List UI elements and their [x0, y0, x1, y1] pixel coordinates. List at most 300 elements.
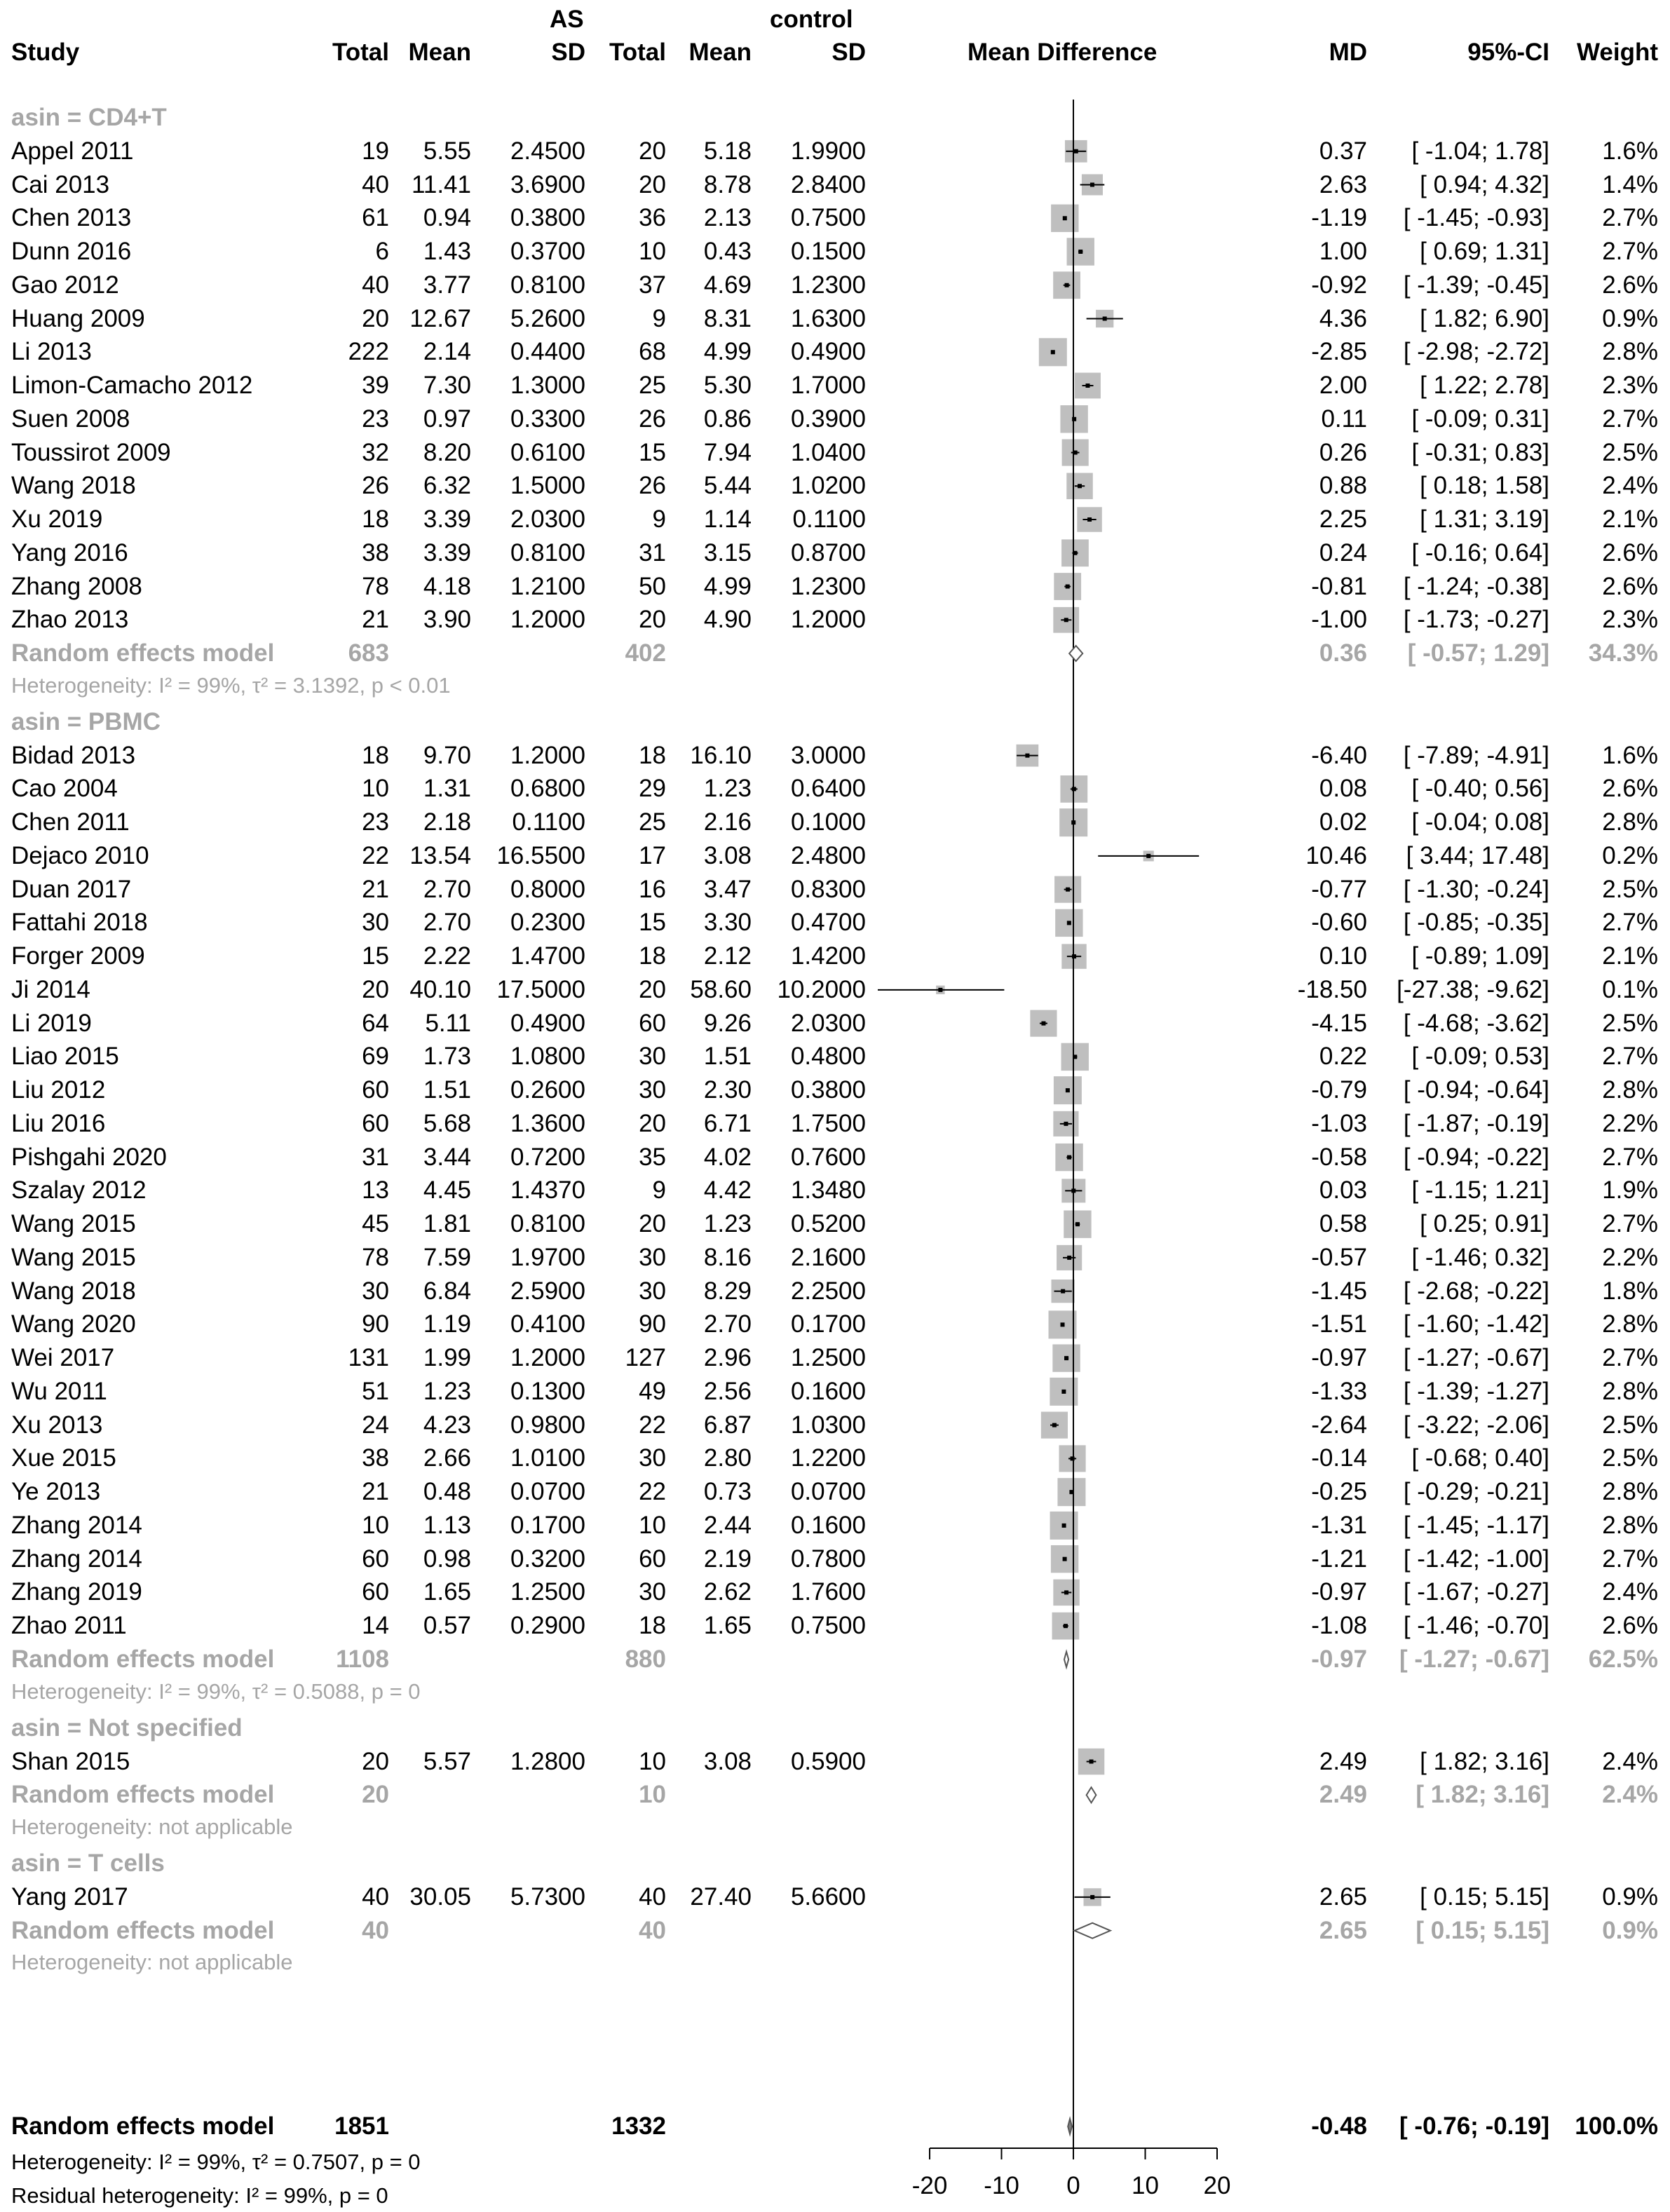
summary-label: Random effects model — [11, 1645, 275, 1673]
study-name: Liu 2012 — [11, 1076, 106, 1104]
study-control-total: 10 — [639, 1511, 666, 1539]
study-control-mean: 6.87 — [703, 1411, 752, 1439]
study-md: -1.51 — [1311, 1310, 1367, 1338]
study-as-mean: 6.32 — [423, 472, 471, 500]
study-as-total: 40 — [362, 170, 389, 198]
study-md: 2.63 — [1319, 170, 1367, 198]
study-md: 2.49 — [1319, 1747, 1367, 1775]
study-md: -2.64 — [1311, 1411, 1367, 1439]
header-control-mean: Mean — [688, 39, 752, 66]
study-md: -0.58 — [1311, 1143, 1367, 1171]
study-md: 1.00 — [1319, 238, 1367, 265]
study-point — [1074, 149, 1078, 154]
study-ci: [ 1.82; 3.16] — [1420, 1747, 1549, 1775]
study-as-total: 78 — [362, 572, 389, 600]
study-control-mean: 5.44 — [703, 472, 752, 500]
study-name: Wei 2017 — [11, 1344, 115, 1372]
study-control-mean: 8.78 — [703, 170, 752, 198]
study-point — [1086, 384, 1090, 388]
study-ci: [ -1.04; 1.78] — [1411, 137, 1549, 165]
study-as-mean: 0.97 — [423, 405, 471, 433]
study-as-sd: 0.8000 — [510, 875, 585, 903]
study-control-mean: 1.51 — [703, 1043, 752, 1071]
summary-md: -0.48 — [1311, 2112, 1367, 2140]
study-control-total: 9 — [652, 505, 666, 533]
study-control-mean: 6.71 — [703, 1109, 752, 1137]
study-as-mean: 5.57 — [423, 1747, 471, 1775]
study-as-sd: 0.1300 — [510, 1377, 585, 1405]
study-weight: 1.6% — [1602, 741, 1658, 769]
study-name: Limon-Camacho 2012 — [11, 372, 253, 399]
study-control-sd: 5.6600 — [790, 1882, 866, 1911]
study-control-sd: 1.2300 — [790, 271, 866, 299]
study-control-sd: 0.3800 — [790, 1076, 866, 1104]
study-control-total: 60 — [639, 1009, 666, 1037]
study-control-mean: 2.44 — [703, 1511, 752, 1539]
study-as-total: 23 — [362, 405, 389, 433]
study-point — [1065, 283, 1069, 287]
study-weight: 2.7% — [1602, 405, 1658, 433]
study-as-mean: 12.67 — [409, 304, 471, 332]
study-ci: [ -0.68; 0.40] — [1411, 1444, 1549, 1472]
study-ci: [ -1.39; -1.27] — [1403, 1377, 1549, 1405]
study-as-total: 60 — [362, 1076, 389, 1104]
study-as-sd: 0.6100 — [510, 438, 585, 466]
study-name: Xu 2019 — [11, 505, 103, 533]
study-control-sd: 2.4800 — [790, 841, 866, 869]
header-control-sd: SD — [831, 39, 866, 66]
study-control-total: 10 — [639, 1747, 666, 1775]
study-name: Suen 2008 — [11, 405, 130, 433]
study-as-total: 23 — [362, 808, 389, 836]
study-as-mean: 1.81 — [423, 1210, 471, 1238]
study-control-total: 20 — [639, 1109, 666, 1137]
study-control-sd: 2.1600 — [790, 1243, 866, 1271]
study-as-mean: 4.45 — [423, 1176, 471, 1205]
summary-weight: 100.0% — [1575, 2112, 1658, 2140]
study-as-total: 60 — [362, 1545, 389, 1573]
study-name: Appel 2011 — [11, 137, 134, 165]
summary-md: 2.65 — [1319, 1916, 1367, 1944]
study-weight: 2.5% — [1602, 1411, 1658, 1439]
study-weight: 2.8% — [1602, 1377, 1658, 1405]
summary-label: Random effects model — [11, 2112, 275, 2140]
study-control-sd: 1.4200 — [790, 942, 866, 970]
study-weight: 2.6% — [1602, 775, 1658, 803]
summary-as-total: 1108 — [336, 1645, 389, 1673]
study-weight: 2.6% — [1602, 538, 1658, 566]
study-as-sd: 5.7300 — [510, 1882, 585, 1911]
study-ci: [ -7.89; -4.91] — [1403, 741, 1549, 769]
study-ci: [ 3.44; 17.48] — [1406, 841, 1549, 869]
study-control-mean: 3.08 — [703, 841, 752, 869]
study-point — [1067, 1155, 1071, 1160]
study-name: Cai 2013 — [11, 170, 110, 198]
study-name: Huang 2009 — [11, 304, 145, 332]
study-md: -0.77 — [1311, 875, 1367, 903]
study-weight: 2.7% — [1602, 1210, 1658, 1238]
study-ci: [ -0.09; 0.53] — [1411, 1043, 1549, 1071]
study-weight: 2.6% — [1602, 1612, 1658, 1640]
study-ci: [ -1.15; 1.21] — [1411, 1176, 1549, 1205]
subgroup-diamond — [1075, 1923, 1111, 1939]
subgroup-heterogeneity: Heterogeneity: not applicable — [11, 1814, 293, 1840]
study-md: -0.14 — [1311, 1444, 1367, 1472]
subgroup-diamond — [1069, 646, 1082, 661]
study-control-total: 36 — [639, 204, 666, 232]
study-point — [1075, 1222, 1080, 1226]
study-control-total: 30 — [639, 1444, 666, 1472]
study-as-total: 10 — [362, 775, 389, 803]
study-as-sd: 0.8100 — [510, 271, 585, 299]
study-control-total: 22 — [639, 1478, 666, 1506]
study-name: Fattahi 2018 — [11, 909, 148, 937]
study-control-mean: 2.12 — [703, 942, 752, 970]
header-control-group: control — [770, 6, 853, 33]
summary-control-total: 10 — [639, 1781, 666, 1809]
study-control-mean: 2.16 — [703, 808, 752, 836]
study-as-sd: 1.4700 — [510, 942, 585, 970]
study-as-sd: 0.0700 — [510, 1478, 585, 1506]
study-control-sd: 1.2000 — [790, 606, 866, 634]
study-control-mean: 4.69 — [703, 271, 752, 299]
study-weight: 0.2% — [1602, 841, 1658, 869]
study-ci: [ -0.04; 0.08] — [1411, 808, 1549, 836]
study-as-total: 21 — [362, 606, 389, 634]
study-control-sd: 1.3480 — [790, 1176, 866, 1205]
study-point — [1061, 1390, 1066, 1394]
study-as-sd: 0.4100 — [510, 1310, 585, 1338]
study-weight: 1.9% — [1602, 1176, 1658, 1205]
study-control-mean: 58.60 — [690, 975, 752, 1003]
study-weight: 2.2% — [1602, 1243, 1658, 1271]
study-control-mean: 4.99 — [703, 572, 752, 600]
study-ci: [ 1.22; 2.78] — [1420, 372, 1549, 399]
study-as-sd: 17.5000 — [496, 975, 585, 1003]
study-as-mean: 1.23 — [423, 1377, 471, 1405]
study-name: Chen 2013 — [11, 204, 132, 232]
study-md: 0.02 — [1319, 808, 1367, 836]
header-ci: 95%-CI — [1467, 39, 1549, 66]
study-md: -0.57 — [1311, 1243, 1367, 1271]
study-weight: 2.1% — [1602, 505, 1658, 533]
study-control-sd: 1.2300 — [790, 572, 866, 600]
study-name: Li 2019 — [11, 1009, 92, 1037]
study-as-sd: 0.8100 — [510, 538, 585, 566]
study-control-mean: 2.70 — [703, 1310, 752, 1338]
study-as-sd: 2.0300 — [510, 505, 585, 533]
study-as-mean: 9.70 — [423, 741, 471, 769]
study-control-sd: 1.7000 — [790, 372, 866, 399]
study-as-total: 24 — [362, 1411, 389, 1439]
study-control-total: 50 — [639, 572, 666, 600]
study-md: -4.15 — [1311, 1009, 1367, 1037]
study-name: Yang 2017 — [11, 1882, 128, 1911]
study-as-mean: 7.59 — [423, 1243, 471, 1271]
study-weight: 2.5% — [1602, 875, 1658, 903]
study-control-mean: 8.31 — [703, 304, 752, 332]
study-control-mean: 5.30 — [703, 372, 752, 399]
study-as-total: 15 — [362, 942, 389, 970]
study-weight: 2.4% — [1602, 1578, 1658, 1606]
summary-control-total: 402 — [625, 639, 666, 667]
study-control-mean: 0.73 — [703, 1478, 752, 1506]
study-weight: 2.4% — [1602, 472, 1658, 500]
summary-control-total: 40 — [639, 1916, 666, 1944]
study-weight: 2.5% — [1602, 1009, 1658, 1037]
study-as-mean: 2.70 — [423, 875, 471, 903]
study-control-mean: 9.26 — [703, 1009, 752, 1037]
study-as-mean: 1.99 — [423, 1344, 471, 1372]
study-as-sd: 0.6800 — [510, 775, 585, 803]
study-control-total: 25 — [639, 808, 666, 836]
study-as-total: 90 — [362, 1310, 389, 1338]
study-control-total: 9 — [652, 304, 666, 332]
study-as-total: 69 — [362, 1043, 389, 1071]
study-control-total: 30 — [639, 1076, 666, 1104]
study-control-total: 18 — [639, 1612, 666, 1640]
study-as-sd: 1.0100 — [510, 1444, 585, 1472]
summary-ci: [ -0.76; -0.19] — [1399, 2112, 1549, 2140]
study-point — [1090, 183, 1094, 187]
study-control-sd: 0.4700 — [790, 909, 866, 937]
study-control-mean: 7.94 — [703, 438, 752, 466]
study-weight: 0.9% — [1602, 304, 1658, 332]
study-md: -1.19 — [1311, 204, 1367, 232]
study-weight: 2.7% — [1602, 909, 1658, 937]
study-as-total: 40 — [362, 1882, 389, 1911]
study-point — [1089, 1760, 1094, 1764]
study-weight: 2.8% — [1602, 1076, 1658, 1104]
subgroup-label: asin = Not specified — [11, 1714, 243, 1742]
study-md: -18.50 — [1297, 975, 1367, 1003]
study-ci: [ -1.24; -0.38] — [1403, 572, 1549, 600]
study-md: 4.36 — [1319, 304, 1367, 332]
study-ci: [ -1.46; 0.32] — [1411, 1243, 1549, 1271]
study-point — [1066, 1088, 1070, 1092]
study-md: 0.58 — [1319, 1210, 1367, 1238]
study-as-mean: 1.31 — [423, 775, 471, 803]
study-name: Wang 2015 — [11, 1243, 136, 1271]
overall-heterogeneity: Heterogeneity: I² = 99%, τ² = 0.7507, p = 0 — [11, 2150, 421, 2174]
study-control-total: 30 — [639, 1578, 666, 1606]
study-as-mean: 1.73 — [423, 1043, 471, 1071]
study-point — [1072, 954, 1076, 958]
study-weight: 2.8% — [1602, 1478, 1658, 1506]
study-control-mean: 3.08 — [703, 1747, 752, 1775]
study-ci: [ -2.68; -0.22] — [1403, 1277, 1549, 1305]
study-control-mean: 2.96 — [703, 1344, 752, 1372]
study-md: -0.79 — [1311, 1076, 1367, 1104]
study-name: Xue 2015 — [11, 1444, 116, 1472]
residual-heterogeneity: Residual heterogeneity: I² = 99%, p = 0 — [11, 2183, 388, 2208]
study-control-total: 20 — [639, 137, 666, 165]
study-control-total: 127 — [625, 1344, 666, 1372]
study-as-mean: 0.98 — [423, 1545, 471, 1573]
study-md: 0.26 — [1319, 438, 1367, 466]
study-name: Zhang 2008 — [11, 572, 142, 600]
study-control-sd: 10.2000 — [777, 975, 866, 1003]
header-plot: Mean Difference — [968, 39, 1158, 66]
study-as-total: 19 — [362, 137, 389, 165]
study-as-sd: 3.6900 — [510, 170, 585, 198]
header-md: MD — [1329, 39, 1367, 66]
study-point — [1090, 1895, 1094, 1899]
summary-label: Random effects model — [11, 639, 275, 667]
study-ci: [ 0.94; 4.32] — [1420, 170, 1549, 198]
study-control-total: 20 — [639, 1210, 666, 1238]
study-as-total: 21 — [362, 1478, 389, 1506]
study-ci: [ -1.73; -0.27] — [1403, 606, 1549, 634]
study-md: -1.45 — [1311, 1277, 1367, 1305]
study-control-sd: 1.2500 — [790, 1344, 866, 1372]
study-control-mean: 8.29 — [703, 1277, 752, 1305]
study-name: Wang 2018 — [11, 472, 136, 500]
study-as-sd: 16.5500 — [496, 841, 585, 869]
study-md: 10.46 — [1305, 841, 1367, 869]
study-control-mean: 27.40 — [690, 1882, 752, 1911]
study-name: Wang 2020 — [11, 1310, 136, 1338]
study-name: Zhao 2013 — [11, 606, 129, 634]
study-control-mean: 2.19 — [703, 1545, 752, 1573]
study-control-sd: 1.9900 — [790, 137, 866, 165]
study-control-sd: 1.7600 — [790, 1578, 866, 1606]
header-control-total: Total — [609, 39, 666, 66]
study-as-mean: 4.23 — [423, 1411, 471, 1439]
subgroup-heterogeneity: Heterogeneity: I² = 99%, τ² = 3.1392, p < 0.01 — [11, 672, 451, 698]
study-name: Wang 2015 — [11, 1210, 136, 1238]
study-control-total: 20 — [639, 606, 666, 634]
study-control-sd: 0.5200 — [790, 1210, 866, 1238]
study-control-mean: 3.30 — [703, 909, 752, 937]
study-name: Zhang 2014 — [11, 1511, 142, 1539]
study-control-sd: 3.0000 — [790, 741, 866, 769]
study-as-sd: 0.2600 — [510, 1076, 585, 1104]
summary-md: -0.97 — [1311, 1645, 1367, 1673]
study-point — [1064, 1624, 1068, 1628]
study-control-total: 25 — [639, 372, 666, 399]
study-control-total: 40 — [639, 1882, 666, 1911]
study-control-sd: 0.5900 — [790, 1747, 866, 1775]
study-control-sd: 0.7800 — [790, 1545, 866, 1573]
study-control-sd: 2.2500 — [790, 1277, 866, 1305]
study-point — [1066, 888, 1070, 892]
study-md: 0.11 — [1321, 405, 1367, 433]
study-control-total: 22 — [639, 1411, 666, 1439]
subgroup-heterogeneity: Heterogeneity: not applicable — [11, 1950, 293, 1975]
study-weight: 2.8% — [1602, 808, 1658, 836]
study-control-mean: 2.80 — [703, 1444, 752, 1472]
study-name: Liao 2015 — [11, 1043, 119, 1071]
subgroup-diamond — [1087, 1787, 1097, 1803]
study-control-mean: 4.42 — [703, 1176, 752, 1205]
study-name: Wu 2011 — [11, 1377, 107, 1405]
study-as-sd: 1.2000 — [510, 606, 585, 634]
study-weight: 2.8% — [1602, 338, 1658, 366]
study-point — [1067, 1256, 1071, 1260]
study-md: -1.00 — [1311, 606, 1367, 634]
summary-ci: [ 1.82; 3.16] — [1416, 1781, 1549, 1809]
header-as-total: Total — [332, 39, 389, 66]
study-as-sd: 0.7200 — [510, 1143, 585, 1171]
study-as-mean: 7.30 — [423, 372, 471, 399]
study-as-total: 26 — [362, 472, 389, 500]
study-as-mean: 1.13 — [423, 1511, 471, 1539]
study-control-mean: 2.13 — [703, 204, 752, 232]
study-as-sd: 0.9800 — [510, 1411, 585, 1439]
study-as-sd: 1.2800 — [510, 1747, 585, 1775]
study-as-sd: 2.4500 — [510, 137, 585, 165]
study-as-sd: 0.1100 — [512, 808, 585, 836]
study-control-sd: 0.1000 — [790, 808, 866, 836]
study-name: Forger 2009 — [11, 942, 145, 970]
study-point — [1064, 1356, 1068, 1360]
study-ci: [ -1.27; -0.67] — [1403, 1344, 1549, 1372]
study-as-total: 222 — [348, 338, 389, 366]
study-weight: 2.3% — [1602, 606, 1658, 634]
study-as-sd: 0.3800 — [510, 204, 585, 232]
study-name: Ji 2014 — [11, 975, 90, 1003]
summary-label: Random effects model — [11, 1781, 275, 1809]
study-as-sd: 0.3300 — [510, 405, 585, 433]
study-point — [1067, 921, 1071, 925]
study-as-total: 131 — [348, 1344, 389, 1372]
study-control-total: 18 — [639, 741, 666, 769]
study-md: -1.21 — [1311, 1545, 1367, 1573]
study-as-sd: 5.2600 — [510, 304, 585, 332]
study-control-total: 20 — [639, 975, 666, 1003]
study-name: Cao 2004 — [11, 775, 118, 803]
study-point — [1062, 1524, 1066, 1528]
study-control-total: 26 — [639, 405, 666, 433]
study-weight: 2.7% — [1602, 204, 1658, 232]
study-name: Ye 2013 — [11, 1478, 101, 1506]
study-as-total: 30 — [362, 909, 389, 937]
study-ci: [ 0.69; 1.31] — [1420, 238, 1549, 265]
study-ci: [ 0.18; 1.58] — [1420, 472, 1549, 500]
study-control-mean: 1.65 — [703, 1612, 752, 1640]
study-weight: 2.6% — [1602, 572, 1658, 600]
study-control-sd: 0.4800 — [790, 1043, 866, 1071]
study-as-mean: 0.94 — [423, 204, 471, 232]
study-as-sd: 1.9700 — [510, 1243, 585, 1271]
study-control-sd: 0.7500 — [790, 204, 866, 232]
study-as-sd: 0.2300 — [510, 909, 585, 937]
overall-diamond — [1068, 2119, 1072, 2134]
study-as-mean: 6.84 — [423, 1277, 471, 1305]
study-md: -2.85 — [1311, 338, 1367, 366]
study-control-sd: 0.7500 — [790, 1612, 866, 1640]
study-point — [1061, 1289, 1065, 1294]
study-as-sd: 0.4900 — [510, 1009, 585, 1037]
study-control-sd: 0.7600 — [790, 1143, 866, 1171]
study-point — [1064, 618, 1068, 622]
study-md: 0.03 — [1319, 1176, 1367, 1205]
study-as-sd: 1.0800 — [510, 1043, 585, 1071]
study-weight: 2.7% — [1602, 1545, 1658, 1573]
study-as-total: 61 — [362, 204, 389, 232]
study-name: Chen 2011 — [11, 808, 130, 836]
summary-as-total: 683 — [348, 639, 389, 667]
study-md: -0.81 — [1311, 572, 1367, 600]
study-md: -0.97 — [1311, 1344, 1367, 1372]
study-name: Yang 2016 — [11, 538, 128, 566]
study-as-total: 6 — [375, 238, 389, 265]
study-control-total: 18 — [639, 942, 666, 970]
study-as-sd: 0.2900 — [510, 1612, 585, 1640]
study-control-mean: 4.90 — [703, 606, 752, 634]
study-control-sd: 0.1600 — [790, 1511, 866, 1539]
